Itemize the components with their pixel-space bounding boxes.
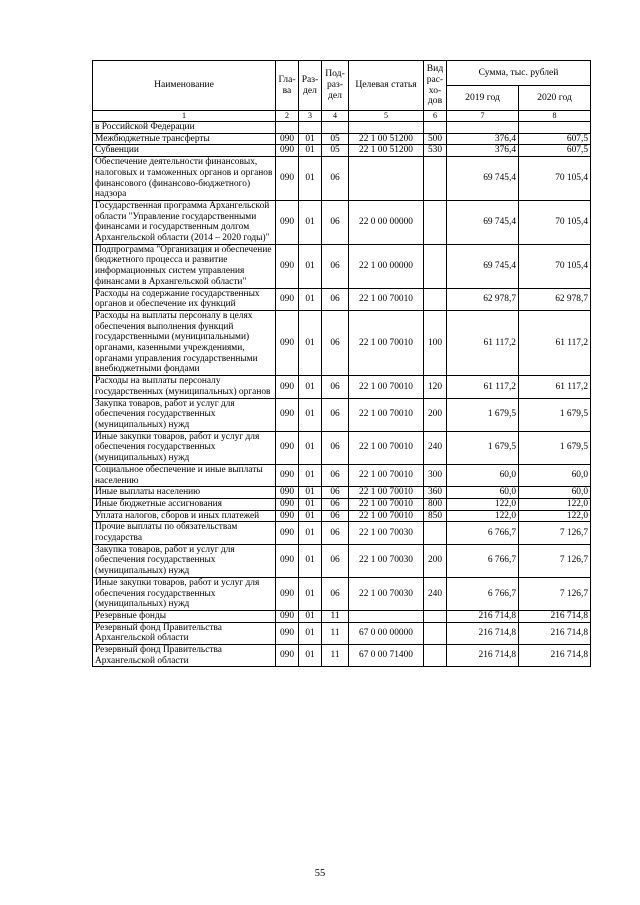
header-glava: Гла-ва <box>276 61 299 111</box>
row-glava <box>276 122 299 134</box>
row-expense-type <box>424 244 447 288</box>
table-body <box>93 122 591 667</box>
row-target-article: 67 0 00 71400 <box>349 645 424 667</box>
row-name: Иные выплаты населению <box>93 487 276 499</box>
row-expense-type: 200 <box>424 544 447 577</box>
row-sum-2020: 607,5 <box>519 133 591 145</box>
header-vid: Вид рас-хо-дов <box>424 61 447 111</box>
row-target-article <box>349 157 424 201</box>
row-glava: 090 <box>276 288 299 310</box>
row-name: Расходы на выплаты персоналу в целях обеспечения выполнения функций государственными (муниципальными) органами, казенными учреждениями, органами управления государственными внебюджетными фондами <box>93 310 276 375</box>
row-glava: 090 <box>276 398 299 431</box>
row-target-article: 22 1 00 00000 <box>349 244 424 288</box>
header-sum: Сумма, тыс. рублей <box>447 61 591 86</box>
table-row <box>93 310 591 375</box>
table-row <box>93 431 591 464</box>
col-number: 7 <box>447 111 519 122</box>
row-sum-2020: 61 117,2 <box>519 376 591 398</box>
row-sum-2020: 1 679,5 <box>519 431 591 464</box>
table-row <box>93 398 591 431</box>
row-name: Социальное обеспечение и иные выплаты населению <box>93 464 276 486</box>
row-sum-2020: 7 126,7 <box>519 577 591 610</box>
row-expense-type <box>424 610 447 622</box>
row-glava: 090 <box>276 431 299 464</box>
row-target-article: 22 1 00 70010 <box>349 510 424 522</box>
row-target-article: 22 1 00 51200 <box>349 145 424 157</box>
row-target-article: 22 0 00 00000 <box>349 200 424 244</box>
row-podrazdel: 06 <box>322 244 349 288</box>
row-sum-2019: 6 766,7 <box>447 522 519 544</box>
row-sum-2019: 376,4 <box>447 145 519 157</box>
row-glava: 090 <box>276 498 299 510</box>
row-sum-2020: 62 978,7 <box>519 288 591 310</box>
row-razdel <box>299 122 322 134</box>
row-glava: 090 <box>276 510 299 522</box>
row-expense-type <box>424 622 447 644</box>
row-expense-type <box>424 288 447 310</box>
row-razdel: 01 <box>299 244 322 288</box>
row-name: Обеспечение деятельности финансовых, налоговых и таможенных органов и органов финансового (финансово-бюджетного) надзора <box>93 157 276 201</box>
col-number: 6 <box>424 111 447 122</box>
row-sum-2019 <box>447 122 519 134</box>
row-razdel: 01 <box>299 431 322 464</box>
row-glava: 090 <box>276 622 299 644</box>
row-glava: 090 <box>276 487 299 499</box>
header-year-2019: 2019 год <box>447 86 519 111</box>
col-number: 4 <box>322 111 349 122</box>
row-glava: 090 <box>276 244 299 288</box>
row-expense-type: 850 <box>424 510 447 522</box>
row-sum-2020: 1 679,5 <box>519 398 591 431</box>
row-podrazdel: 06 <box>322 464 349 486</box>
row-target-article: 22 1 00 51200 <box>349 133 424 145</box>
row-podrazdel: 11 <box>322 610 349 622</box>
row-glava: 090 <box>276 645 299 667</box>
page-number: 55 <box>314 868 326 879</box>
row-razdel: 01 <box>299 157 322 201</box>
row-podrazdel: 06 <box>322 577 349 610</box>
row-glava: 090 <box>276 544 299 577</box>
row-name: Государственная программа Архангельской области "Управление государственными финансами и государственным долгом Архангельской области (2014 – 2020 годы)" <box>93 200 276 244</box>
col-number: 2 <box>276 111 299 122</box>
table-row <box>93 577 591 610</box>
row-glava: 090 <box>276 376 299 398</box>
table-row <box>93 376 591 398</box>
header-name: Наименование <box>93 61 276 111</box>
row-expense-type <box>424 645 447 667</box>
table-row <box>93 544 591 577</box>
row-target-article: 22 1 00 70010 <box>349 487 424 499</box>
row-target-article: 22 1 00 70010 <box>349 464 424 486</box>
table-row <box>93 487 591 499</box>
row-expense-type: 240 <box>424 431 447 464</box>
row-glava: 090 <box>276 133 299 145</box>
row-target-article <box>349 122 424 134</box>
row-sum-2019: 122,0 <box>447 510 519 522</box>
row-sum-2019: 122,0 <box>447 498 519 510</box>
table-row <box>93 622 591 644</box>
row-razdel: 01 <box>299 498 322 510</box>
row-sum-2020: 607,5 <box>519 145 591 157</box>
table-row <box>93 133 591 145</box>
row-sum-2019: 69 745,4 <box>447 200 519 244</box>
row-expense-type: 100 <box>424 310 447 375</box>
row-name: Прочие выплаты по обязательствам государства <box>93 522 276 544</box>
row-sum-2019: 376,4 <box>447 133 519 145</box>
row-expense-type: 300 <box>424 464 447 486</box>
row-sum-2019: 1 679,5 <box>447 431 519 464</box>
row-razdel: 01 <box>299 200 322 244</box>
row-podrazdel: 06 <box>322 157 349 201</box>
row-sum-2019: 61 117,2 <box>447 310 519 375</box>
row-razdel: 01 <box>299 145 322 157</box>
row-sum-2019: 60,0 <box>447 487 519 499</box>
row-glava: 090 <box>276 577 299 610</box>
row-name: Расходы на содержание государственных органов и обеспечение их функций <box>93 288 276 310</box>
row-target-article: 22 1 00 70010 <box>349 398 424 431</box>
table-row <box>93 522 591 544</box>
row-sum-2020: 70 105,4 <box>519 200 591 244</box>
row-podrazdel: 06 <box>322 544 349 577</box>
col-number: 1 <box>93 111 276 122</box>
row-expense-type <box>424 522 447 544</box>
row-sum-2020: 216 714,8 <box>519 622 591 644</box>
row-name: Закупка товаров, работ и услуг для обеспечения государственных (муниципальных) нужд <box>93 398 276 431</box>
row-sum-2019: 1 679,5 <box>447 398 519 431</box>
row-podrazdel: 06 <box>322 522 349 544</box>
header-podrazdel: Под-раз-дел <box>322 61 349 111</box>
row-glava: 090 <box>276 200 299 244</box>
column-number-row <box>93 111 591 122</box>
row-razdel: 01 <box>299 510 322 522</box>
row-sum-2019: 216 714,8 <box>447 610 519 622</box>
row-razdel: 01 <box>299 645 322 667</box>
col-number: 8 <box>519 111 591 122</box>
row-name: Расходы на выплаты персоналу государственных (муниципальных) органов <box>93 376 276 398</box>
table-row <box>93 200 591 244</box>
row-podrazdel: 06 <box>322 510 349 522</box>
row-sum-2020: 61 117,2 <box>519 310 591 375</box>
row-sum-2020: 70 105,4 <box>519 244 591 288</box>
row-name: Уплата налогов, сборов и иных платежей <box>93 510 276 522</box>
row-podrazdel: 05 <box>322 145 349 157</box>
row-razdel: 01 <box>299 398 322 431</box>
row-glava: 090 <box>276 310 299 375</box>
row-podrazdel: 06 <box>322 398 349 431</box>
row-name: Резервные фонды <box>93 610 276 622</box>
table-row <box>93 645 591 667</box>
row-sum-2020: 60,0 <box>519 487 591 499</box>
row-target-article: 22 1 00 70010 <box>349 431 424 464</box>
row-sum-2019: 61 117,2 <box>447 376 519 398</box>
row-expense-type: 800 <box>424 498 447 510</box>
row-razdel: 01 <box>299 522 322 544</box>
row-podrazdel: 06 <box>322 310 349 375</box>
row-razdel: 01 <box>299 577 322 610</box>
row-razdel: 01 <box>299 544 322 577</box>
row-sum-2020: 60,0 <box>519 464 591 486</box>
row-target-article: 22 1 00 70030 <box>349 544 424 577</box>
row-podrazdel: 11 <box>322 645 349 667</box>
row-glava: 090 <box>276 522 299 544</box>
table-row <box>93 464 591 486</box>
row-target-article: 22 1 00 70030 <box>349 577 424 610</box>
row-razdel: 01 <box>299 464 322 486</box>
row-podrazdel: 06 <box>322 376 349 398</box>
row-name: Иные закупки товаров, работ и услуг для обеспечения государственных (муниципальных) нужд <box>93 577 276 610</box>
table-row <box>93 288 591 310</box>
row-expense-type: 240 <box>424 577 447 610</box>
row-razdel: 01 <box>299 310 322 375</box>
row-expense-type: 500 <box>424 133 447 145</box>
row-razdel: 01 <box>299 622 322 644</box>
row-target-article: 22 1 00 70010 <box>349 376 424 398</box>
row-expense-type <box>424 122 447 134</box>
row-razdel: 01 <box>299 610 322 622</box>
row-sum-2020: 7 126,7 <box>519 522 591 544</box>
row-razdel: 01 <box>299 288 322 310</box>
row-name: Резервный фонд Правительства Архангельской области <box>93 645 276 667</box>
row-name: Иные закупки товаров, работ и услуг для обеспечения государственных (муниципальных) нужд <box>93 431 276 464</box>
row-podrazdel: 06 <box>322 498 349 510</box>
row-expense-type: 360 <box>424 487 447 499</box>
row-target-article: 67 0 00 00000 <box>349 622 424 644</box>
row-sum-2019: 216 714,8 <box>447 622 519 644</box>
row-sum-2020 <box>519 122 591 134</box>
row-sum-2020: 216 714,8 <box>519 645 591 667</box>
row-sum-2020: 7 126,7 <box>519 544 591 577</box>
row-sum-2020: 122,0 <box>519 498 591 510</box>
row-sum-2019: 6 766,7 <box>447 577 519 610</box>
header-year-2020: 2020 год <box>519 86 591 111</box>
row-sum-2019: 60,0 <box>447 464 519 486</box>
row-target-article: 22 1 00 70030 <box>349 522 424 544</box>
table-row <box>93 244 591 288</box>
row-razdel: 01 <box>299 376 322 398</box>
row-sum-2020: 70 105,4 <box>519 157 591 201</box>
row-target-article <box>349 610 424 622</box>
row-name: Резервный фонд Правительства Архангельской области <box>93 622 276 644</box>
col-number: 3 <box>299 111 322 122</box>
row-sum-2019: 6 766,7 <box>447 544 519 577</box>
row-name: Подпрограмма "Организация и обеспечение бюджетного процесса и развитие информационных систем управления финансами в Архангельской области" <box>93 244 276 288</box>
row-sum-2020: 122,0 <box>519 510 591 522</box>
row-glava: 090 <box>276 157 299 201</box>
header-razdel: Раз-дел <box>299 61 322 111</box>
row-target-article: 22 1 00 70010 <box>349 288 424 310</box>
row-podrazdel: 05 <box>322 133 349 145</box>
row-podrazdel: 06 <box>322 487 349 499</box>
row-target-article: 22 1 00 70010 <box>349 498 424 510</box>
row-target-article: 22 1 00 70010 <box>349 310 424 375</box>
header-target: Целевая статья <box>349 61 424 111</box>
row-name: Иные бюджетные ассигнования <box>93 498 276 510</box>
row-podrazdel: 06 <box>322 288 349 310</box>
row-glava: 090 <box>276 610 299 622</box>
row-razdel: 01 <box>299 487 322 499</box>
row-sum-2019: 69 745,4 <box>447 157 519 201</box>
row-expense-type: 530 <box>424 145 447 157</box>
table-row <box>93 610 591 622</box>
table-row <box>93 498 591 510</box>
row-sum-2019: 216 714,8 <box>447 645 519 667</box>
row-expense-type <box>424 200 447 244</box>
table-row <box>93 510 591 522</box>
budget-table <box>92 60 591 667</box>
row-name: Межбюджетные трансферты <box>93 133 276 145</box>
row-name: в Российской Федерации <box>93 122 276 134</box>
row-sum-2020: 216 714,8 <box>519 610 591 622</box>
row-podrazdel: 06 <box>322 200 349 244</box>
table-row <box>93 145 591 157</box>
table-row <box>93 157 591 201</box>
table-row <box>93 122 591 134</box>
row-name: Субвенции <box>93 145 276 157</box>
row-sum-2019: 62 978,7 <box>447 288 519 310</box>
row-glava: 090 <box>276 464 299 486</box>
row-sum-2019: 69 745,4 <box>447 244 519 288</box>
row-razdel: 01 <box>299 133 322 145</box>
row-name: Закупка товаров, работ и услуг для обеспечения государственных (муниципальных) нужд <box>93 544 276 577</box>
row-podrazdel <box>322 122 349 134</box>
row-expense-type: 120 <box>424 376 447 398</box>
row-expense-type: 200 <box>424 398 447 431</box>
row-podrazdel: 06 <box>322 431 349 464</box>
row-expense-type <box>424 157 447 201</box>
row-podrazdel: 11 <box>322 622 349 644</box>
row-glava: 090 <box>276 145 299 157</box>
col-number: 5 <box>349 111 424 122</box>
